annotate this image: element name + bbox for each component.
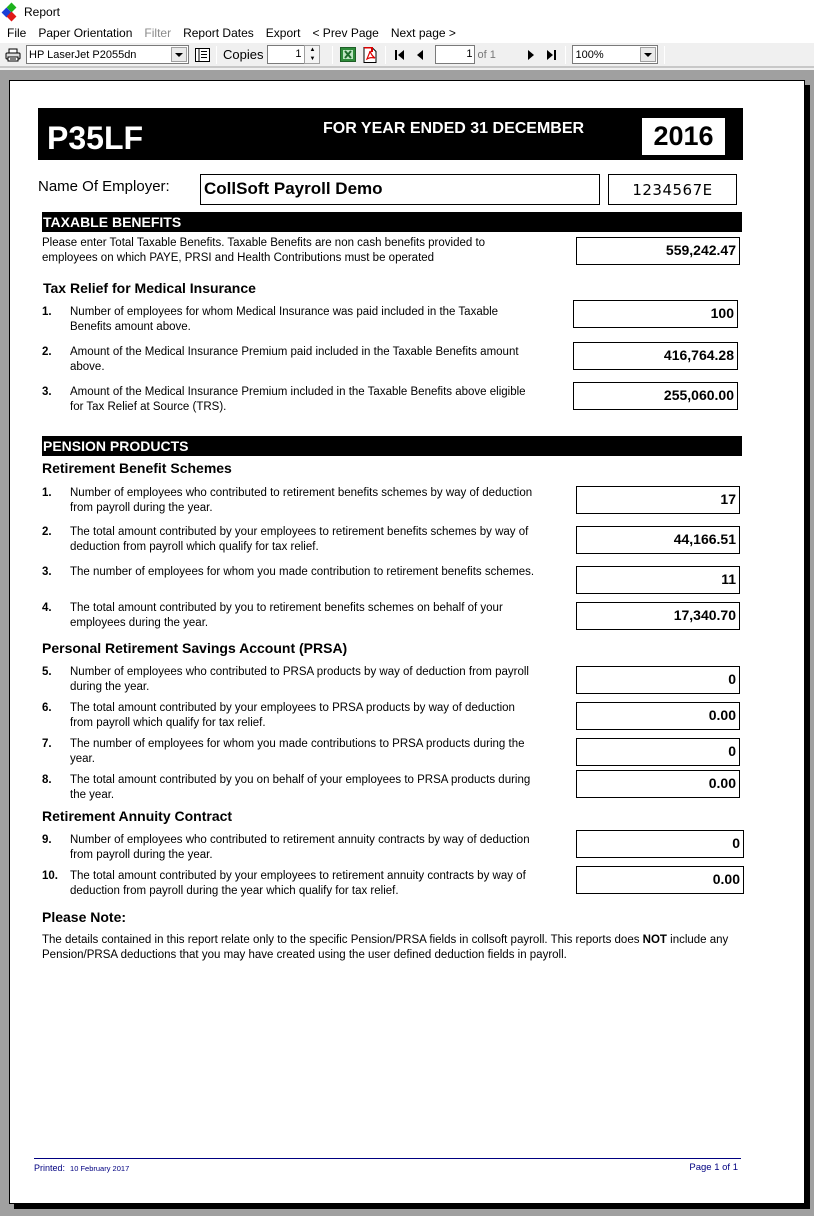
row-description: Number of employees who contributed to PRSA products by way of deduction from payroll during the year. [70,666,529,693]
row-description: The total amount contributed by you to retirement benefits schemes on behalf of your employees during the year. [70,602,503,629]
printed-date: 10 February 2017 [70,1164,130,1173]
window-title-bar [0,0,814,23]
taxable-total-field: 559,242.47 [576,237,740,265]
report-preview-area [0,70,814,1216]
copies-stepper[interactable] [304,45,320,64]
pension-value-field: 0 [576,830,744,858]
page-number-input[interactable]: 1 [435,45,475,64]
row-description: The total amount contributed by your employees to retirement annuity contracts by way of deduction from payroll during the year which qualify for tax relief. [70,870,526,897]
menu-paper-orientation[interactable]: Paper Orientation [38,26,133,40]
printed-label: Printed: [34,1163,66,1173]
pension-value-field: 17,340.70 [576,602,740,630]
chevron-down-icon[interactable] [171,47,187,62]
toolbar-separator [216,46,217,64]
printer-select[interactable] [26,45,189,64]
toolbar-separator [664,46,665,64]
year-value: 2016 [642,118,725,155]
copies-input[interactable]: 1 [267,45,304,64]
menu-filter: Filter [144,26,172,40]
window-title: Report [24,4,61,19]
medical-value-field: 416,764.28 [573,342,738,370]
medical-value-field: 255,060.00 [573,382,738,410]
toolbar-separator [385,46,386,64]
pension-value-field: 17 [576,486,740,514]
pdf-export-icon[interactable] [361,47,379,63]
zoom-select-value: 100% [575,48,604,61]
printer-select-value: HP LaserJet P2055dn [29,48,137,61]
report-toolbar [0,43,814,68]
row-number: 9. [42,834,52,846]
printed-info [34,1163,129,1173]
section-pension-products: PENSION PRODUCTS [42,436,742,456]
row-number: 2. [42,526,52,538]
page-indicator: Page 1 of 1 [689,1162,738,1173]
note-text-part: The details contained in this report relate only to the specific Pension/PRSA fields in collsoft payroll. This reports does [42,934,643,946]
taxable-intro: Please enter Total Taxable Benefits. Taxable Benefits are non cash benefits provided to employees on which PAYE, PRSI and Health Contributions must be operated [42,237,486,264]
page-count-label: of 1 [477,48,496,61]
row-description: The number of employees for whom you made contribution to retirement benefits schemes. [70,566,535,578]
row-number: 5. [42,666,52,678]
pension-value-field: 0 [576,666,740,694]
menu-file[interactable]: File [7,26,27,40]
row-description: Number of employees for whom Medical Insurance was paid included in the Taxable Benefits amount above. [70,306,499,333]
employer-name-field: CollSoft Payroll Demo [200,174,600,205]
pension-value-field: 0.00 [576,770,740,798]
row-number: 7. [42,738,52,750]
spin-up-icon[interactable]: ▲ [309,47,316,54]
row-number: 4. [42,602,52,614]
menu-next-page[interactable]: Next page > [390,26,456,40]
page-setup-icon[interactable] [194,48,210,62]
prsa-heading: Personal Retirement Savings Account (PRSA) [42,640,348,656]
note-heading: Please Note: [42,909,127,925]
row-number: 8. [42,774,52,786]
retirement-annuity-heading: Retirement Annuity Contract [42,808,233,824]
pension-value-field: 0.00 [576,702,740,730]
retirement-benefit-schemes-heading: Retirement Benefit Schemes [42,460,232,476]
printer-icon[interactable] [4,48,22,62]
row-description: Amount of the Medical Insurance Premium included in the Taxable Benefits above eligible for Tax Relief at Source (TRS). [70,386,526,413]
zoom-select[interactable] [572,45,658,64]
year-caption: FOR YEAR ENDED 31 DECEMBER [323,120,585,137]
pension-value-field: 0 [576,738,740,766]
toolbar-separator [332,46,333,64]
pension-value-field: 44,166.51 [576,526,740,554]
row-description: Number of employees who contributed to retirement annuity contracts by way of deduction from payroll during the year. [70,834,530,861]
first-page-icon[interactable] [392,49,408,61]
row-number: 10. [42,870,58,882]
report-header-band [38,108,743,160]
app-logo-icon [3,4,19,20]
row-number: 3. [42,566,52,578]
row-number: 6. [42,702,52,714]
chevron-down-icon[interactable] [640,47,656,62]
medical-insurance-heading: Tax Relief for Medical Insurance [43,280,256,296]
copies-label: Copies [223,47,264,62]
row-number: 1. [42,306,52,318]
employer-label: Name Of Employer: [38,178,170,195]
section-taxable-benefits: TAXABLE BENEFITS [42,212,742,232]
row-number: 3. [42,386,52,398]
row-description: The total amount contributed by you on behalf of your employees to PRSA products during the year. [70,774,531,801]
form-code: P35LF [47,120,144,156]
row-description: The total amount contributed by your employees to PRSA products by way of deduction from payroll which qualify for tax relief. [70,702,515,729]
row-number: 2. [42,346,52,358]
row-description: The total amount contributed by your employees to retirement benefits schemes by way of deduction from payroll which qualify for tax relief. [70,526,529,553]
last-page-icon[interactable] [543,49,559,61]
employer-reg-field: 1234567E [608,174,737,205]
menu-export[interactable]: Export [265,26,301,40]
next-page-icon[interactable] [523,49,539,61]
note-text [42,933,742,963]
menu-prev-page[interactable]: < Prev Page [312,26,379,40]
footer-divider [34,1158,741,1159]
prev-page-icon[interactable] [412,49,428,61]
note-emphasis: NOT [642,934,667,946]
row-description: Number of employees who contributed to retirement benefits schemes by way of deduction from payroll during the year. [70,487,533,514]
row-description: The number of employees for whom you made contributions to PRSA products during the year. [70,738,525,765]
pension-value-field: 11 [576,566,740,594]
note-text-part: include any Pension/PRSA deductions that you may have created using the user defined deduction fields in payroll. [42,934,729,961]
toolbar-separator [565,46,566,64]
menu-bar [0,23,814,43]
row-number: 1. [42,487,52,499]
pension-value-field: 0.00 [576,866,744,894]
row-description: Amount of the Medical Insurance Premium paid included in the Taxable Benefits amount above. [70,346,519,373]
report-page [9,80,805,1204]
menu-report-dates[interactable]: Report Dates [183,26,254,40]
excel-export-icon[interactable] [339,47,357,62]
medical-value-field: 100 [573,300,738,328]
spin-down-icon[interactable]: ▼ [309,55,316,62]
